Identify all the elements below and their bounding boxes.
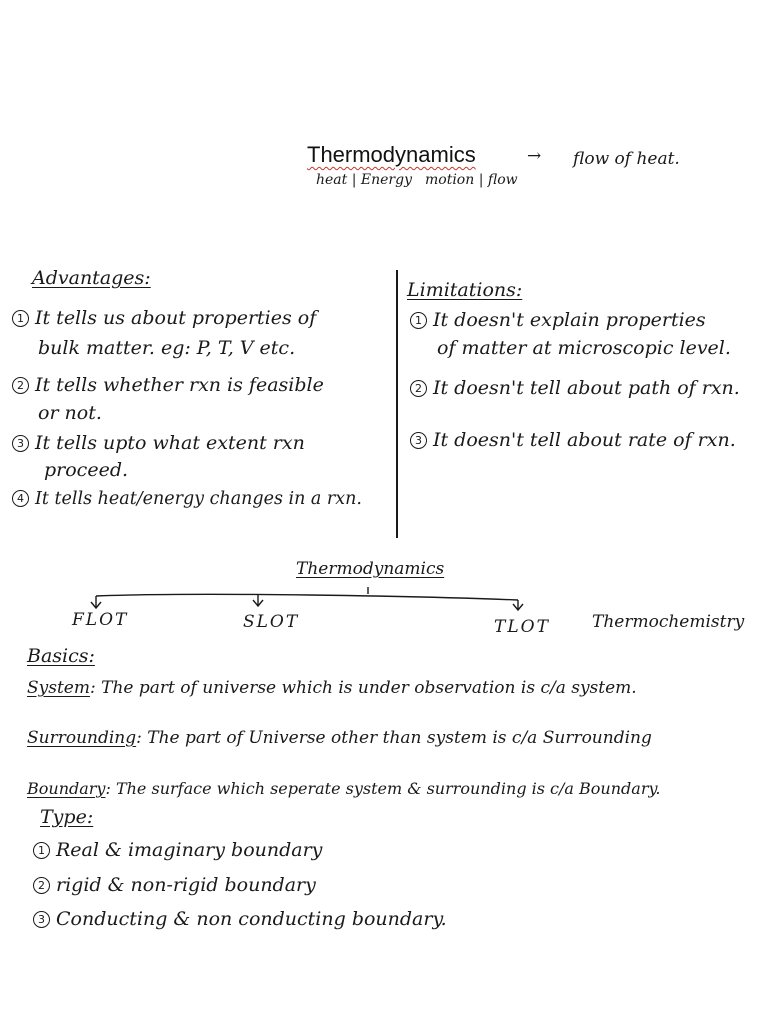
- number-badge: 3: [12, 435, 29, 452]
- advantage-text: It tells us about properties of: [35, 307, 317, 329]
- tree-extra-thermochemistry: Thermochemistry: [592, 612, 745, 632]
- tree-branch-tlot: TLOT: [494, 617, 550, 637]
- type-text: Conducting & non conducting boundary.: [56, 908, 447, 930]
- basics-heading: Basics:: [27, 645, 95, 667]
- advantage-text: It tells heat/energy changes in a rxn.: [35, 489, 362, 509]
- limitation-item-1-cont: of matter at microscopic level.: [437, 337, 731, 359]
- number-badge: 3: [410, 432, 427, 449]
- definition-text: : The part of universe which is under observation is c/a system.: [90, 678, 637, 698]
- title-meaning: flow of heat.: [573, 149, 680, 169]
- number-badge: 3: [33, 911, 50, 928]
- type-text: Real & imaginary boundary: [56, 839, 323, 861]
- definition-term: Boundary: [27, 779, 106, 798]
- title-sub-right: motion | flow: [425, 172, 518, 188]
- number-badge: 2: [33, 877, 50, 894]
- number-badge: 1: [410, 312, 427, 329]
- tree-root: Thermodynamics: [296, 559, 445, 579]
- tree-branch-flot: FLOT: [72, 610, 129, 630]
- page-title-text: Thermodynamics: [307, 142, 476, 167]
- limitation-text: It doesn't explain properties: [433, 309, 706, 331]
- limitations-heading: Limitations:: [407, 279, 523, 301]
- type-item-3: [33, 908, 447, 930]
- number-badge: 1: [33, 842, 50, 859]
- number-badge: 2: [12, 377, 29, 394]
- advantage-text: It tells whether rxn is feasible: [35, 374, 324, 396]
- limitation-text: It doesn't tell about path of rxn.: [433, 377, 740, 399]
- tree-horizontal-bar: [96, 594, 518, 600]
- advantage-text: It tells upto what extent rxn: [35, 432, 305, 454]
- type-item-2: [33, 874, 316, 896]
- title-arrow: →: [527, 146, 542, 166]
- number-badge: 4: [12, 490, 29, 507]
- advantages-heading: Advantages:: [32, 267, 151, 289]
- advantage-item-3-cont: proceed.: [44, 459, 129, 481]
- definition-surrounding: [27, 728, 652, 748]
- title-sub-left: heat | Energy: [316, 172, 412, 188]
- definition-text: : The surface which seperate system & surrounding is c/a Boundary.: [105, 779, 661, 798]
- advantage-item-2-cont: or not.: [38, 402, 102, 424]
- definition-system: [27, 678, 637, 698]
- definition-text: : The part of Universe other than system is c/a Surrounding: [136, 728, 652, 748]
- definition-term: System: [27, 678, 90, 698]
- definition-term: Surrounding: [27, 728, 137, 748]
- type-heading: Type:: [40, 806, 94, 828]
- definition-boundary: [27, 779, 660, 798]
- number-badge: 2: [410, 380, 427, 397]
- limitation-text: It doesn't tell about rate of rxn.: [433, 429, 736, 451]
- type-text: rigid & non-rigid boundary: [56, 874, 316, 896]
- advantage-item-1-cont: bulk matter. eg: P, T, V etc.: [38, 337, 296, 359]
- tree-branch-slot: SLOT: [243, 612, 300, 632]
- type-item-1: [33, 839, 322, 861]
- number-badge: 1: [12, 310, 29, 327]
